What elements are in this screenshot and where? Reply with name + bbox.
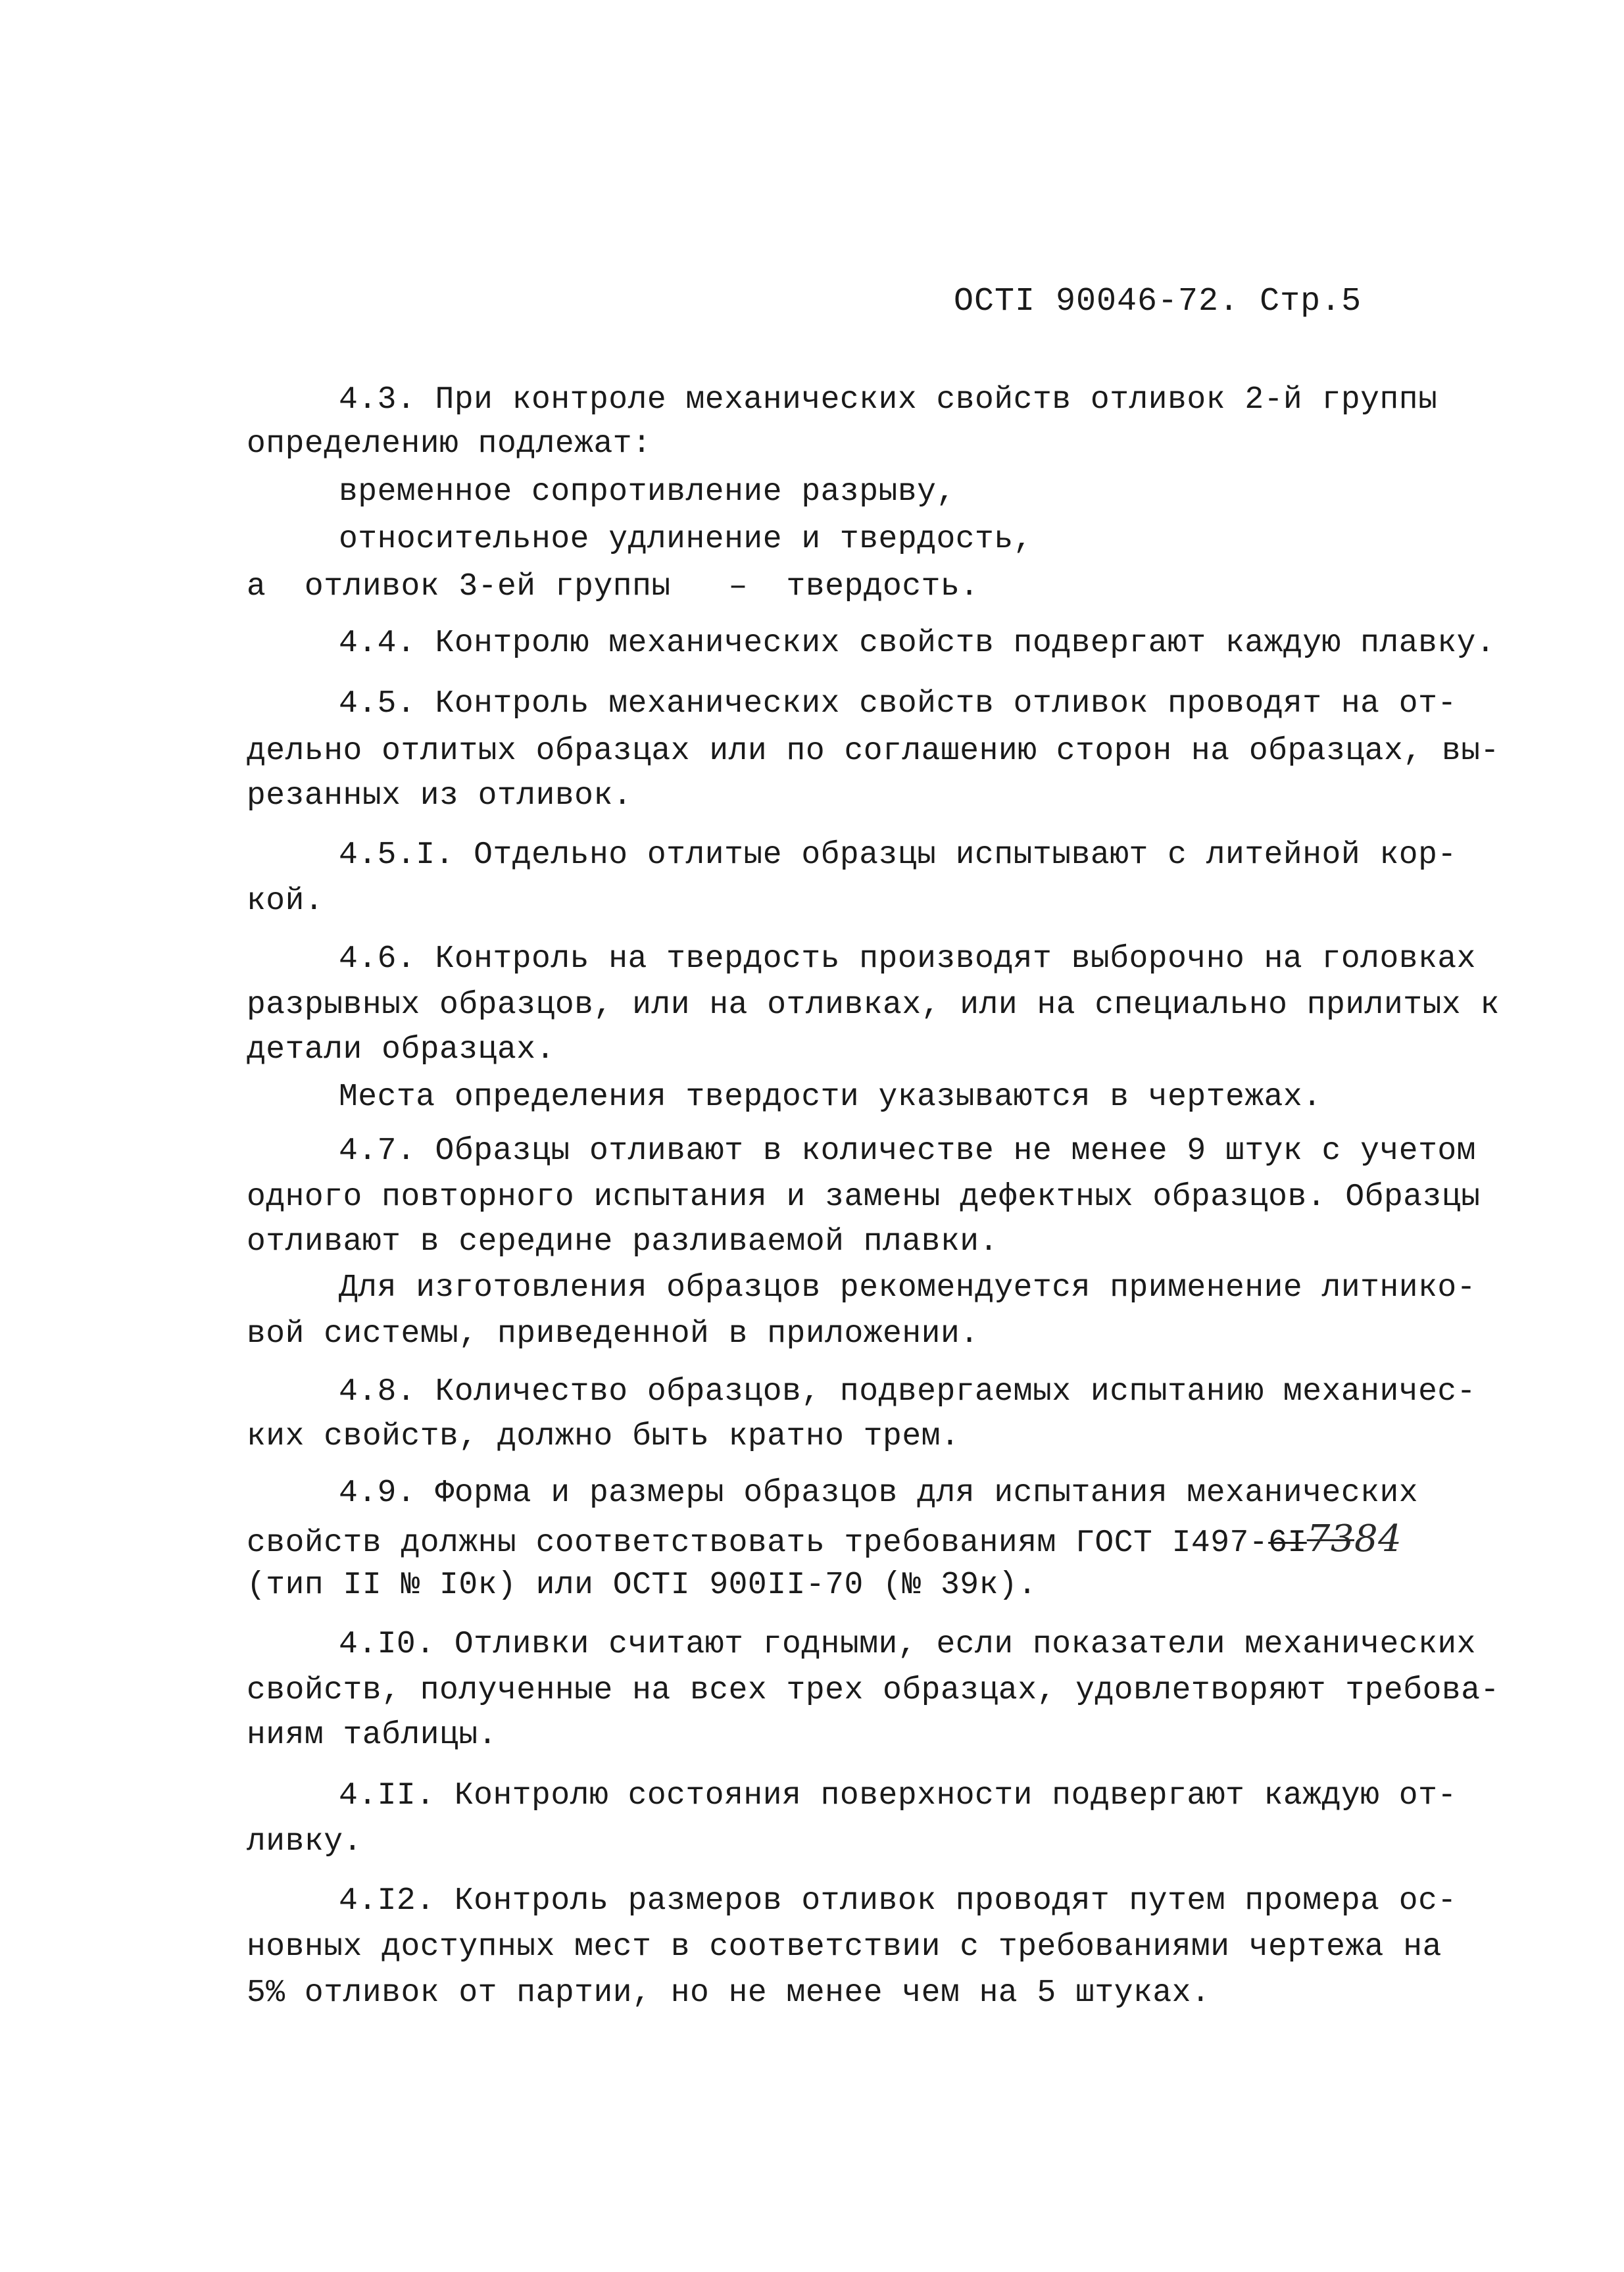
text-line: 4.5.I. Отдельно отлитые образцы испытывают с литейной кор- (339, 837, 1457, 873)
text-line: свойств, полученные на всех трех образцах, удовлетворяют требова- (247, 1673, 1500, 1708)
struck-year: 6I (1268, 1525, 1307, 1561)
text-line: 4.6. Контроль на твердость производят выборочно на головках (339, 941, 1476, 977)
text-line: 5% отливок от партии, но не менее чем на 5 штуках. (247, 1975, 1211, 2011)
text-line: новных доступных мест в соответствии с требованиями чертежа на (247, 1929, 1442, 1965)
text-line: ких свойств, должно быть кратно трем. (247, 1419, 960, 1454)
text-line: 4.8. Количество образцов, подвергаемых испытанию механичес- (339, 1374, 1476, 1410)
text-line: ниям таблицы. (247, 1717, 497, 1753)
handwritten-year: 84 (1354, 1518, 1402, 1560)
text-line: 4.5. Контроль механических свойств отливок проводят на от- (339, 686, 1457, 722)
text-line: 4.3. При контроле механических свойств отливок 2-й группы (339, 382, 1438, 418)
text-line: Места определения твердости указываются в чертежах. (339, 1079, 1322, 1115)
text-line: кой. (247, 883, 324, 919)
text-line: временное сопротивление разрыву, (339, 474, 956, 510)
text-line: 4.9. Форма и размеры образцов для испытания механических (339, 1475, 1419, 1511)
gost-reference-line (247, 1519, 1402, 1563)
text-line: 4.II. Контролю состояния поверхности подвергают каждую от- (339, 1778, 1457, 1814)
text-line: 4.I0. Отливки считают годными, если показатели механических (339, 1627, 1476, 1662)
text-line: определению подлежат: (247, 426, 652, 462)
text-line: относительное удлинение и твердость, (339, 522, 1033, 557)
text-line: 4.4. Контролю механических свойств подвергают каждую плавку. (339, 626, 1496, 661)
text-line: разрывных образцов, или на отливках, или на специально прилитых к (247, 987, 1500, 1023)
text-line: одного повторного испытания и замены дефектных образцов. Образцы (247, 1179, 1481, 1215)
text-line: детали образцах. (247, 1032, 555, 1068)
struck-handwritten-year: 73 (1306, 1518, 1355, 1560)
text-line: Для изготовления образцов рекомендуется применение литнико- (339, 1270, 1476, 1306)
text-line: дельно отлитых образцах или по соглашению сторон на образцах, вы- (247, 733, 1500, 769)
text-line: вой системы, приведенной в приложении. (247, 1316, 979, 1352)
text-line: отливают в середине разливаемой плавки. (247, 1224, 998, 1260)
text-line: (тип II № I0к) или ОСТI 900II-70 (№ 39к). (247, 1568, 1037, 1603)
text-line: резанных из отливок. (247, 778, 633, 814)
text-line: 4.7. Образцы отливают в количестве не менее 9 штук с учетом (339, 1133, 1476, 1169)
text-line: ливку. (247, 1824, 362, 1860)
page-header: ОСТI 90046-72. Стр.5 (954, 283, 1362, 320)
text-line: а отливок 3-ей группы – твердость. (247, 569, 979, 605)
text-line: 4.I2. Контроль размеров отливок проводят путем промера ос- (339, 1883, 1457, 1919)
text-fragment: свойств должны соответствовать требованиям ГОСТ I497- (247, 1525, 1269, 1561)
